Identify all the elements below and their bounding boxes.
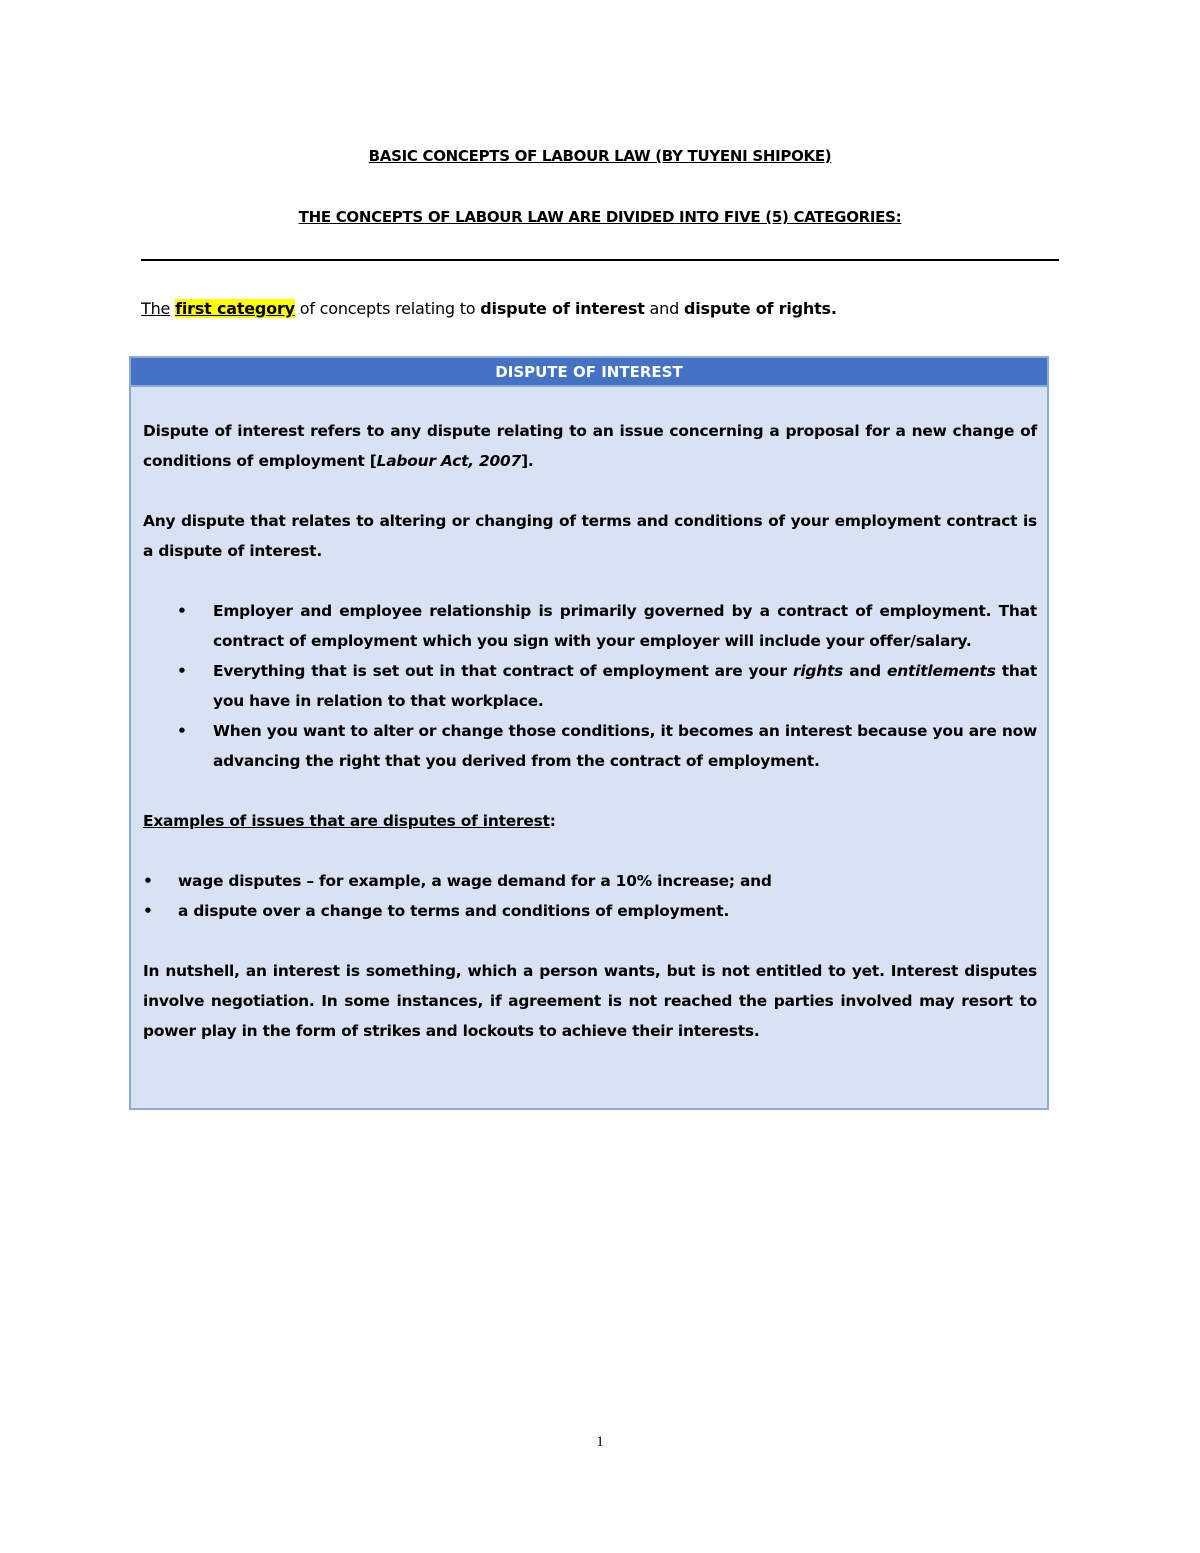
bullet-text: Employer and employee relationship is primarily governed by a contract of employment. That contract of employment which you sign with your employer will include your offer/salary. bbox=[213, 602, 1037, 650]
intro-bold-dispute-interest: dispute of interest bbox=[480, 299, 645, 318]
page-number: 1 bbox=[596, 1434, 604, 1450]
bullet-icon: • bbox=[143, 872, 153, 890]
definition-citation: Labour Act, 2007 bbox=[376, 452, 522, 470]
list-item bbox=[143, 656, 1037, 716]
intro-sentence bbox=[141, 299, 1101, 318]
bullet-italic-entitlements: entitlements bbox=[887, 662, 996, 680]
box-header: DISPUTE OF INTEREST bbox=[131, 358, 1047, 387]
examples-heading-colon: : bbox=[549, 812, 556, 830]
bullet-icon: • bbox=[143, 902, 153, 920]
examples-heading-text: Examples of issues that are disputes of interest bbox=[143, 812, 550, 830]
intro-text-mid: of concepts relating to bbox=[294, 299, 481, 318]
examples-bullet-list bbox=[143, 866, 1037, 926]
bullet-italic-rights: rights bbox=[792, 662, 844, 680]
box-body bbox=[143, 416, 1037, 1046]
example-text: wage disputes – for example, a wage demand for a 10% increase; and bbox=[178, 872, 772, 890]
document-title: BASIC CONCEPTS OF LABOUR LAW (BY TUYENI SHIPOKE) bbox=[368, 147, 832, 165]
intro-highlight: first category bbox=[175, 299, 295, 318]
bullet-text-pre: Everything that is set out in that contract of employment are your bbox=[213, 662, 793, 680]
bullet-text-mid: and bbox=[843, 662, 888, 680]
list-item bbox=[143, 866, 1037, 896]
intro-text-end: . bbox=[830, 299, 837, 318]
bullet-icon: • bbox=[177, 722, 187, 740]
list-item bbox=[143, 716, 1037, 776]
bullet-icon: • bbox=[177, 602, 187, 620]
list-item bbox=[143, 596, 1037, 656]
list-item bbox=[143, 896, 1037, 926]
example-text: a dispute over a change to terms and conditions of employment. bbox=[178, 902, 730, 920]
document-subtitle: THE CONCEPTS OF LABOUR LAW ARE DIVIDED INTO FIVE (5) CATEGORIES: bbox=[298, 208, 902, 226]
intro-text-and: and bbox=[644, 299, 684, 318]
definition-text: Dispute of interest refers to any dispute relating to an issue concerning a proposal for a new change of conditions of employment [ bbox=[143, 422, 1037, 470]
intro-word-the: The bbox=[141, 299, 171, 318]
relationship-bullet-list bbox=[143, 596, 1037, 776]
horizontal-rule bbox=[141, 259, 1059, 261]
intro-bold-dispute-rights: dispute of rights bbox=[683, 299, 831, 318]
definition-end: ]. bbox=[521, 452, 534, 470]
conclusion-paragraph: In nutshell, an interest is something, which a person wants, but is not entitled to yet. Interest disputes involve negotiation. In some instances, if agreement is not reached the parties involved may resort to power play in the form of strikes and lockouts to achieve their interests. bbox=[143, 962, 1037, 1040]
bullet-text: When you want to alter or change those conditions, it becomes an interest because you are now advancing the right that you derived from the contract of employment. bbox=[213, 722, 1037, 770]
dispute-of-interest-box bbox=[129, 356, 1049, 1110]
definition-paragraph bbox=[143, 416, 1037, 476]
bullet-icon: • bbox=[177, 662, 187, 680]
examples-heading bbox=[143, 806, 1037, 836]
bullet-text-post: that you have in relation to that workplace. bbox=[213, 662, 1038, 710]
explanation-paragraph: Any dispute that relates to altering or changing of terms and conditions of your employment contract is a dispute of interest. bbox=[143, 512, 1037, 560]
